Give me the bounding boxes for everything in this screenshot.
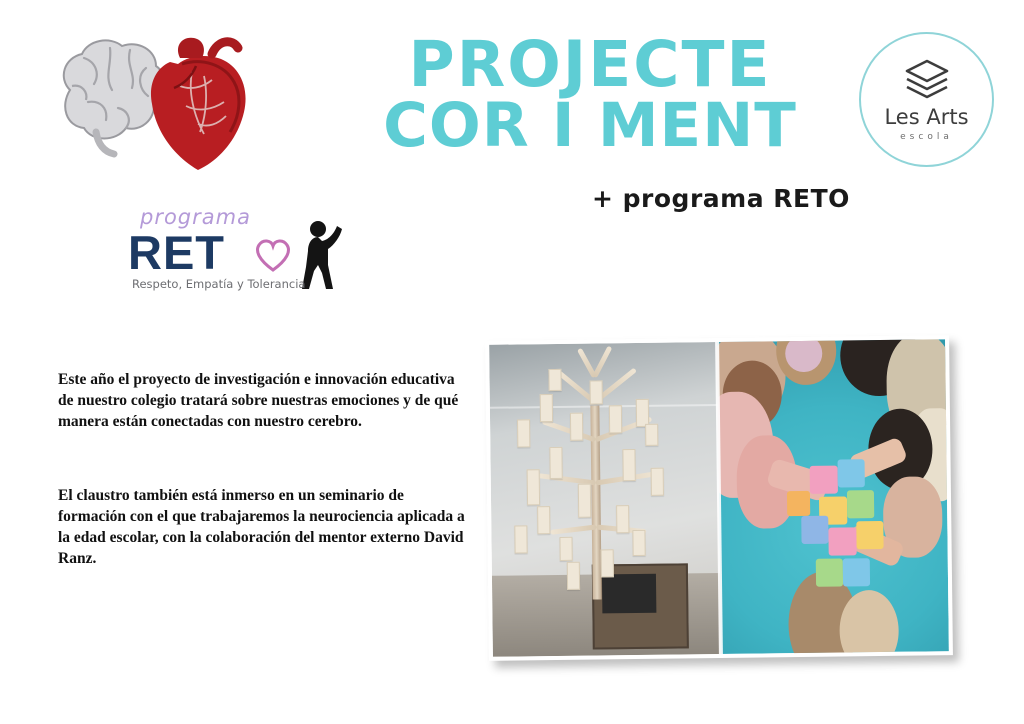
- paragraph-two: El claustro también está inmerso en un seminario de formación con el que trabajaremos la neurociencia aplicada a la edad escolar, con la colaboración del mentor externo David Ranz.: [58, 487, 465, 567]
- school-name: Les Arts: [884, 105, 969, 129]
- reto-programa-word: programa: [140, 205, 251, 229]
- reto-tagline: Respeto, Empatía y Tolerancia: [132, 277, 306, 291]
- title-line-1: PROJECTE: [408, 28, 772, 101]
- page-subtitle: + programa RETO: [592, 184, 850, 213]
- title-line-2: COR I MENT: [383, 89, 797, 161]
- photo-collage: [485, 335, 953, 661]
- reto-program-logo: [120, 205, 340, 305]
- page-title: [330, 28, 850, 161]
- photo-tree-with-paper-tags: [489, 342, 721, 657]
- paragraph-one: Este año el proyecto de investigación e innovación educativa de nuestro colegio tratará sobre nuestras emociones y de qué manera están conectadas con nuestro cerebro.: [58, 371, 459, 430]
- les-arts-school-logo: [859, 32, 994, 167]
- school-subtitle: escola: [900, 132, 953, 142]
- photo-children-doing-puzzle: [717, 339, 949, 654]
- brain-heart-illustration: [52, 28, 267, 203]
- books-stack-icon: [903, 57, 951, 101]
- reto-wordmark: RET: [128, 226, 225, 279]
- heart-icon: [253, 235, 293, 273]
